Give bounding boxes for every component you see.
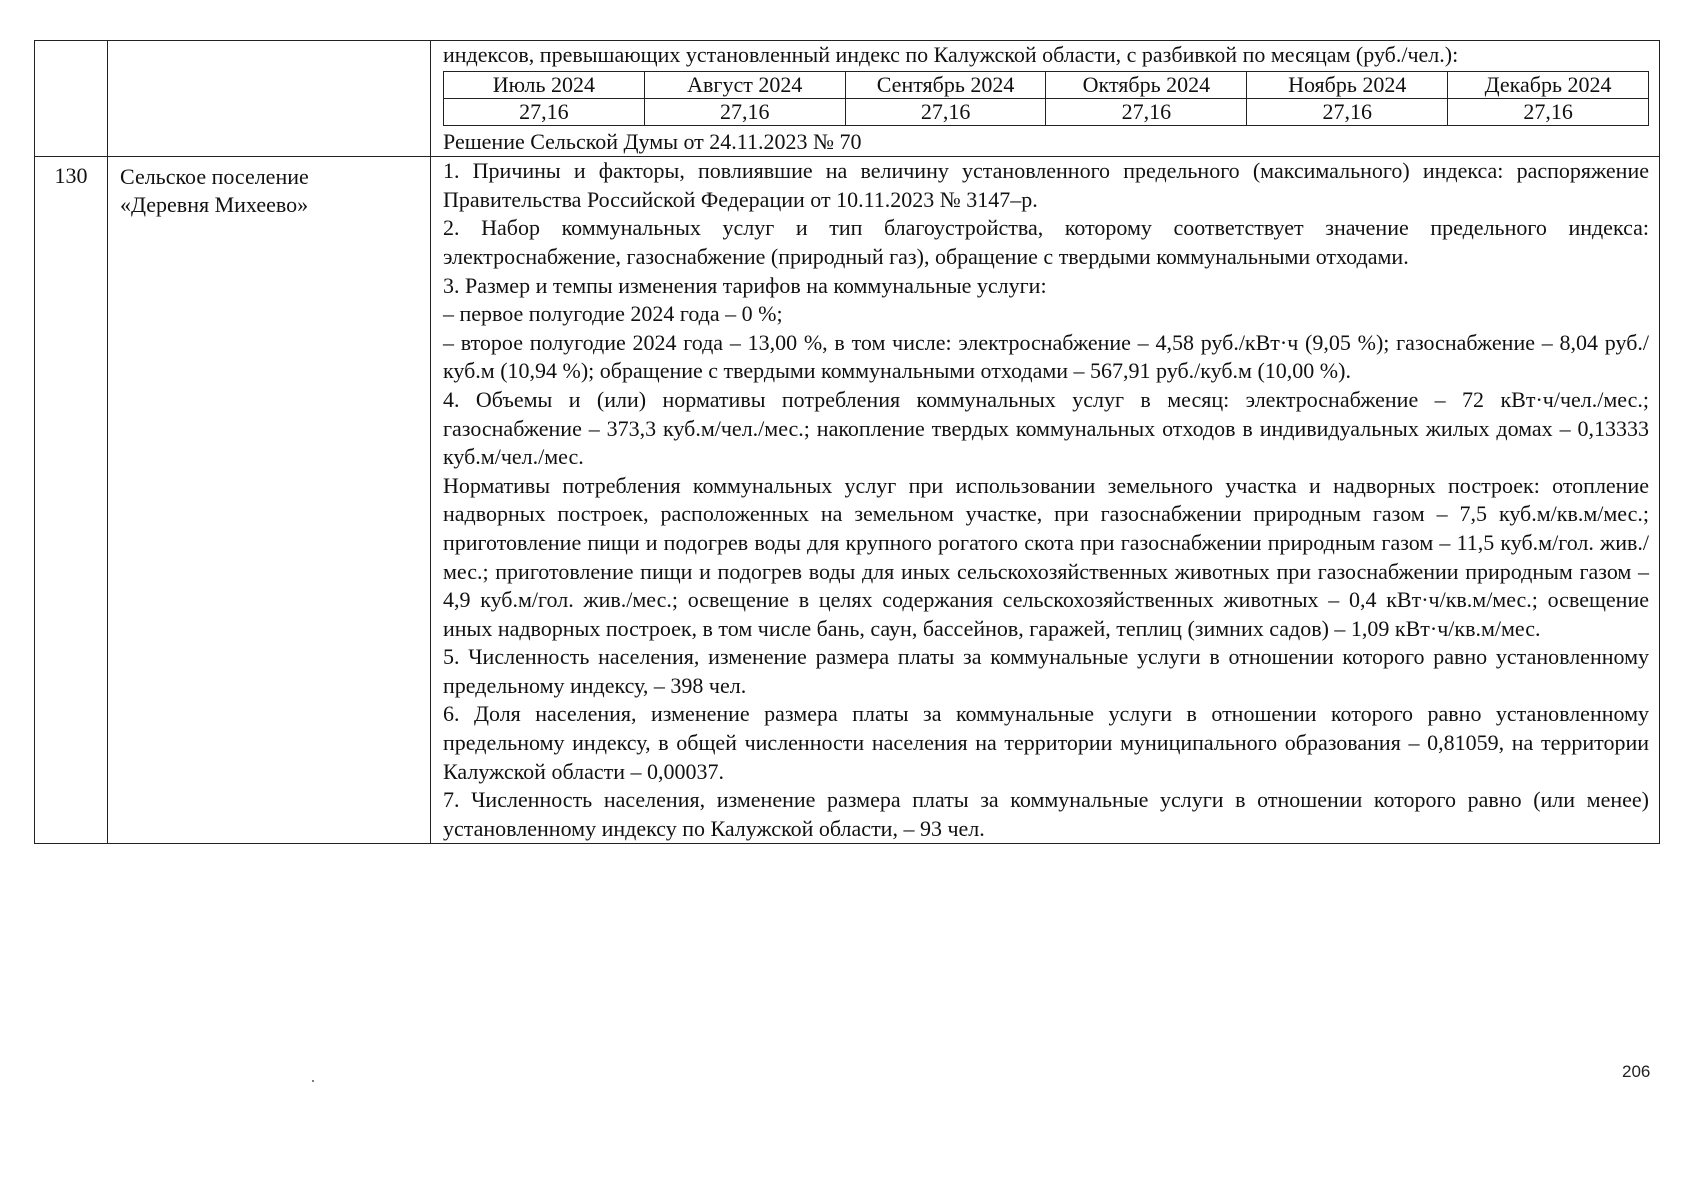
month-label: Сентябрь 2024 <box>845 71 1046 98</box>
settlement-name-line: Сельское поселение <box>120 164 309 190</box>
paragraph-causes: 1. Причины и факторы, повлиявшие на величину установленного предельного (максимального) индекса: распоряжение Правительства Российской Федерации от 10.11.2023 № 3147–р. <box>443 158 1649 212</box>
paragraph-second-half: – второе полугодие 2024 года – 13,00 %, в том числе: электроснабжение – 4,58 руб./кВт·ч (9,05 %); газоснабжение – 8,04 руб./куб.м (10,94 %); обращение с твердыми коммунальными отходами – 567,91 руб./куб.м (10,00 %). <box>443 329 1649 384</box>
document-page <box>34 40 1660 1076</box>
paragraph-tariffs-heading: 3. Размер и темпы изменения тарифов на коммунальные услуги: <box>443 272 1047 298</box>
scan-speck <box>312 1080 314 1082</box>
row-number-cell: 130 <box>35 157 108 844</box>
paragraph-population-share: 6. Доля населения, изменение размера платы за коммунальные услуги в отношении которого равно установленному предельному индексу, в общей численности населения на территории муниципального образования – 0,81059, на территории Калужской области – 0,00037. <box>443 701 1649 784</box>
paragraph-consumption: 4. Объемы и (или) нормативы потребления коммунальных услуг в месяц: электроснабжение – 72 кВт·ч/чел./мес.; газоснабжение – 373,3 куб.м/чел./мес.; накопление твердых коммунальных отходов в индивидуальных жилых домах – 0,13333 куб.м/чел./мес. <box>443 386 1649 470</box>
page-number: 206 <box>1622 1062 1651 1081</box>
table-row-130 <box>35 157 1660 844</box>
settlement-name-cell <box>108 157 431 844</box>
indices-table <box>34 40 1660 844</box>
month-label: Декабрь 2024 <box>1448 71 1649 98</box>
continued-text: индексов, превышающих установленный индекс по Калужской области, с разбивкой по месяцам (руб./чел.): <box>443 42 1459 67</box>
month-value: 27,16 <box>1046 98 1247 125</box>
month-header-row <box>444 71 1649 98</box>
month-value: 27,16 <box>845 98 1046 125</box>
month-value: 27,16 <box>644 98 845 125</box>
month-label: Июль 2024 <box>444 71 645 98</box>
decision-reference: Решение Сельской Думы от 24.11.2023 № 70 <box>443 128 862 154</box>
month-label: Октябрь 2024 <box>1046 71 1247 98</box>
month-value-row <box>444 98 1649 125</box>
paragraph-first-half: – первое полугодие 2024 года – 0 %; <box>443 301 783 327</box>
month-label: Август 2024 <box>644 71 845 98</box>
settlement-name-cell <box>108 41 431 157</box>
paragraph-services-set: 2. Набор коммунальных услуг и тип благоустройства, которому соответствует значение предельного индекса: электроснабжение, газоснабжение (природный газ), обращение с твердыми коммунальными отходами. <box>443 215 1649 269</box>
month-value: 27,16 <box>1247 98 1448 125</box>
paragraph-population-below: 7. Численность населения, изменение размера платы за коммунальные услуги в отношении которого равно (или менее) установленному индексу по Калужской области, – 93 чел. <box>443 787 1649 841</box>
paragraph-land-norms: Нормативы потребления коммунальных услуг при использовании земельного участка и надворных построек: отопление надворных построек, расположенных на земельном участке, при газоснабжении природным газом – 7,5 куб.м/кв.м/мес.; приготовление пищи и подогрев воды для крупного рогатого скота при газоснабжении природным газом – 11,5 куб.м/гол. жив./мес.; приготовление пищи и подогрев воды для иных сельскохозяйственных животных при газоснабжении природным газом – 4,9 куб.м/гол. жив./мес.; освещение в целях содержания сельскохозяйственных животных – 0,4 кВт·ч/кв.м/мес.; освещение иных надворных построек, в том числе бань, саун, бассейнов, гаражей, теплиц (зимних садов) – 1,09 кВт·ч/кв.м/мес. <box>443 472 1649 641</box>
table-row-continued <box>35 41 1660 157</box>
month-value: 27,16 <box>1448 98 1649 125</box>
month-label: Ноябрь 2024 <box>1247 71 1448 98</box>
paragraph-population-count: 5. Численность населения, изменение размера платы за коммунальные услуги в отношении которого равно установленному предельному индексу, – 398 чел. <box>443 644 1649 698</box>
row-number-cell <box>35 41 108 157</box>
monthly-index-table <box>443 71 1649 126</box>
settlement-name-line: «Деревня Михеево» <box>120 192 309 218</box>
details-cell <box>431 41 1660 157</box>
month-value: 27,16 <box>444 98 645 125</box>
details-cell <box>431 157 1660 844</box>
